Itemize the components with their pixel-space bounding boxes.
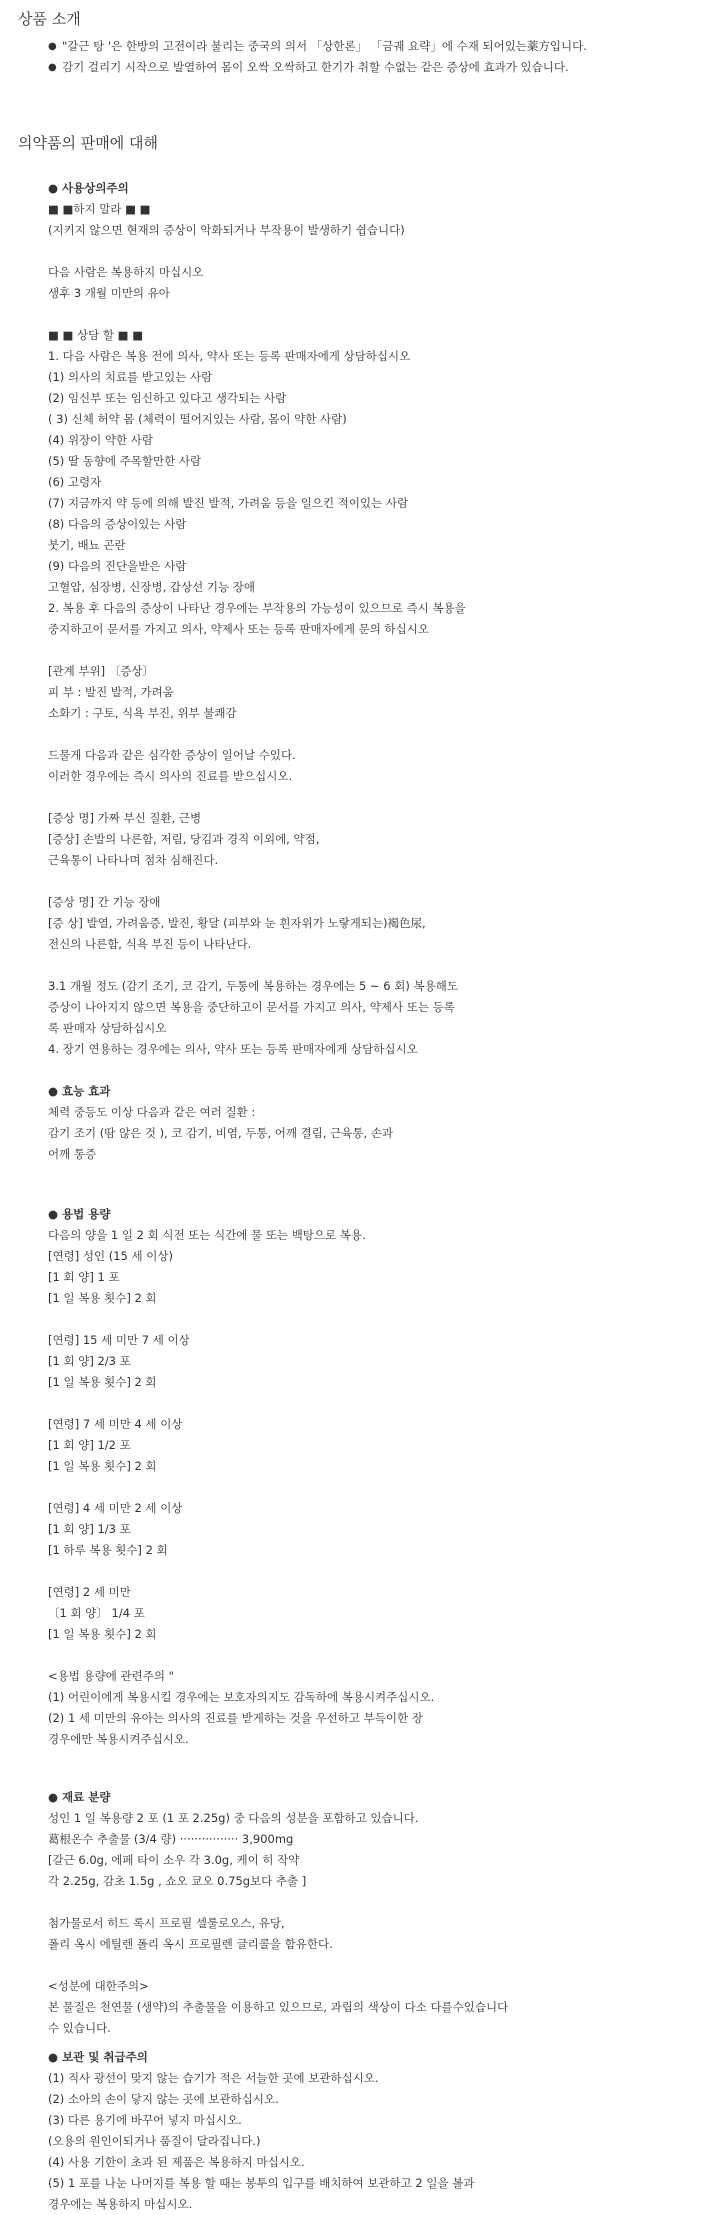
text-line: (8) 다음의 증상이있는 사람 <box>48 517 187 531</box>
text-line: [1 하루 복용 횟수] 2 회 <box>48 1543 168 1557</box>
text-line: 소화기 : 구토, 식욕 부진, 위부 불쾌감 <box>48 706 237 720</box>
text-line: [1 일 복용 횟수] 2 회 <box>48 1627 157 1641</box>
intro-item: ● 감기 걸리기 시작으로 발열하여 몸이 오싹 오싹하고 한기가 취할 수없는 같은 증상에 효과가 있습니다. <box>48 57 648 78</box>
text-line: (4) 위장이 약한 사람 <box>48 433 154 447</box>
text-line: 각 2.25g, 감초 1.5g , 쇼오 쿄오 0.75g보다 추출 ] <box>48 1874 307 1888</box>
section-title: ● 보관 및 취급주의 <box>48 2050 148 2064</box>
text-line: 붓기, 배뇨 곤란 <box>48 538 126 552</box>
blank-line <box>48 955 688 976</box>
blank-line <box>48 1955 688 1976</box>
section-body <box>48 1102 688 1165</box>
text-line: [연령] 15 세 미만 7 세 이상 <box>48 1333 190 1347</box>
text-line: (9) 다음의 진단을받은 사람 <box>48 559 187 573</box>
text-line: 피 부 : 발진 발적, 가려움 <box>48 685 174 699</box>
text-line: [1 일 복용 횟수] 2 회 <box>48 1459 157 1473</box>
text-line: (4) 사용 기한이 초과 된 제품은 복용하지 마십시오. <box>48 2155 305 2169</box>
text-line: (1) 어린이에게 복용시킬 경우에는 보호자의지도 감독하에 복용시켜주십시오. <box>48 1690 435 1704</box>
text-line: (5) 1 포를 나눈 나머지를 복용 할 때는 봉투의 입구를 배치하여 보관하고 2 일을 볼과 <box>48 2176 475 2190</box>
text-line: [증상] 손발의 나른함, 저림, 당김과 경직 이외에, 약점, <box>48 832 320 846</box>
blank-line <box>48 871 688 892</box>
section-body <box>48 1225 688 1750</box>
text-line: 〔1 회 양〕 1/4 포 <box>48 1606 145 1620</box>
dosage-section <box>48 1204 688 1750</box>
text-line: 근육통이 나타나며 점차 심해진다. <box>48 853 219 867</box>
text-line: 수 있습니다. <box>48 2021 111 2035</box>
ingredients-section <box>48 1787 688 2039</box>
text-line: (지키지 않으면 현재의 증상이 악화되거나 부작용이 발생하기 쉽습니다) <box>48 223 405 237</box>
product-intro <box>48 36 648 78</box>
text-line: 葛根온수 추출물 (3/4 량) ················ 3,900mg <box>48 1832 294 1846</box>
text-line: [1 회 양] 1/3 포 <box>48 1522 131 1536</box>
text-line: [연령] 4 세 미만 2 세 이상 <box>48 1501 183 1515</box>
blank-line <box>48 1645 688 1666</box>
blank-line <box>48 1892 688 1913</box>
section-title: ● 효능 효과 <box>48 1084 111 1098</box>
blank-line <box>48 640 688 661</box>
sale-heading: 의약품의 판매에 대해 <box>18 134 158 152</box>
intro-item: ● "갈근 탕 '은 한방의 고전이라 불리는 중국의 의서 「상한론」 「금궤 요략」에 수재 되어있는薬方입니다. <box>48 36 648 57</box>
text-line: ■ ■ 상담 할 ■ ■ <box>48 328 144 342</box>
section-body <box>48 2068 688 2215</box>
text-line: [관계 부위] 〔증상〕 <box>48 664 154 678</box>
blank-line <box>48 1393 688 1414</box>
text-line: [증 상] 발열, 가려움증, 발진, 황달 (피부와 눈 흰자위가 노랗게되는)褐色尿, <box>48 916 426 930</box>
text-line: 경우에는 복용하지 마십시오. <box>48 2197 193 2211</box>
text-line: 3.1 개월 정도 (감기 조기, 코 감기, 두통에 복용하는 경우에는 5 ~ 6 회) 복용해도 <box>48 979 458 993</box>
section-title: ● 사용상의주의 <box>48 181 129 195</box>
section-body <box>48 199 688 1060</box>
text-line: (7) 지금까지 약 등에 의해 발진 발적, 가려움 등을 일으킨 적이있는 사람 <box>48 496 409 510</box>
text-line: [증상 명] 가짜 부신 질환, 근병 <box>48 811 202 825</box>
text-line: 경우에만 복용시켜주십시오. <box>48 1732 189 1746</box>
text-line: 2. 복용 후 다음의 증상이 나타난 경우에는 부작용의 가능성이 있으므로 즉시 복용을 <box>48 601 466 615</box>
text-line: 어깨 통증 <box>48 1147 97 1161</box>
section-title: ● 용법 용량 <box>48 1207 111 1221</box>
text-line: <용법 용량에 관련주의 " <box>48 1669 174 1683</box>
text-line: 중지하고이 문서를 가지고 의사, 약제사 또는 등록 판매자에게 문의 하십시오 <box>48 622 429 636</box>
blank-line <box>48 241 688 262</box>
text-line: ( 3) 신체 허약 몸 (체력이 떨어지있는 사람, 몸이 약한 사람) <box>48 412 347 426</box>
text-line: 감기 조기 (땀 않은 것 ), 코 감기, 비염, 두통, 어깨 결림, 근육통, 손과 <box>48 1126 394 1140</box>
text-line: [증상 명] 간 기능 장애 <box>48 895 161 909</box>
text-line: 성인 1 일 복용량 2 포 (1 포 2.25g) 중 다음의 성분을 포함하고 있습니다. <box>48 1811 419 1825</box>
text-line: <성분에 대한주의> <box>48 1979 149 1993</box>
blank-line <box>48 304 688 325</box>
text-line: 고혈압, 심장병, 신장병, 갑상선 기능 장애 <box>48 580 255 594</box>
text-line: 본 물질은 천연물 (생약)의 추출물을 이용하고 있으므로, 과립의 색상이 다소 다를수있습니다 <box>48 2000 509 2014</box>
storage-section <box>48 2047 688 2215</box>
precautions-section <box>48 178 688 1060</box>
text-line: 폴리 옥시 에틸렌 폴리 옥시 프로필렌 글리콜을 함유한다. <box>48 1937 333 1951</box>
blank-line <box>48 787 688 808</box>
text-line: 이러한 경우에는 즉시 의사의 진료를 받으십시오. <box>48 769 293 783</box>
text-line: 록 판매자 상담하십시오 <box>48 1021 167 1035</box>
section-body <box>48 1808 688 2039</box>
text-line: (1) 의사의 치료를 받고있는 사람 <box>48 370 213 384</box>
section-title: ● 재료 분량 <box>48 1790 111 1804</box>
text-line: 전신의 나른함, 식욕 부진 등이 나타난다. <box>48 937 252 951</box>
text-line: 1. 다음 사람은 복용 전에 의사, 약사 또는 등록 판매자에게 상담하십시오 <box>48 349 411 363</box>
product-intro-heading: 상품 소개 <box>18 10 81 28</box>
text-line: [1 회 양] 1/2 포 <box>48 1438 131 1452</box>
text-line: 생후 3 개월 미만의 유아 <box>48 286 170 300</box>
blank-line <box>48 1561 688 1582</box>
text-line: [1 일 복용 횟수] 2 회 <box>48 1291 157 1305</box>
text-line: [연령] 7 세 미만 4 세 이상 <box>48 1417 183 1431</box>
text-line: 다음 사람은 복용하지 마십시오 <box>48 265 204 279</box>
text-line: 첨가물로서 히드 록시 프로필 셀룰로오스, 유당, <box>48 1916 285 1930</box>
blank-line <box>48 1309 688 1330</box>
text-line: (오용의 원인이되거나 품질이 달라집니다.) <box>48 2134 261 2148</box>
text-line: 증상이 나아지지 않으면 복용을 중단하고이 문서를 가지고 의사, 약제사 또는 등록 <box>48 1000 455 1014</box>
text-line: [1 일 복용 횟수] 2 회 <box>48 1375 157 1389</box>
text-line: 드물게 다음과 같은 심각한 증상이 일어날 수있다. <box>48 748 296 762</box>
efficacy-section <box>48 1081 688 1165</box>
text-line: (3) 다른 용기에 바꾸어 넣지 마십시오. <box>48 2113 242 2127</box>
blank-line <box>48 724 688 745</box>
text-line: ■ ■하지 말라 ■ ■ <box>48 202 151 216</box>
text-line: 4. 장기 연용하는 경우에는 의사, 약사 또는 등록 판매자에게 상담하십시오 <box>48 1042 418 1056</box>
text-line: [연령] 성인 (15 세 이상) <box>48 1249 173 1263</box>
text-line: [연령] 2 세 미만 <box>48 1585 131 1599</box>
text-line: [1 회 양] 1 포 <box>48 1270 120 1284</box>
blank-line <box>48 1477 688 1498</box>
text-line: (6) 고령자 <box>48 475 102 489</box>
text-line: [1 회 양] 2/3 포 <box>48 1354 131 1368</box>
text-line: 다음의 양을 1 일 2 회 식전 또는 식간에 물 또는 백탕으로 복용. <box>48 1228 366 1242</box>
text-line: (5) 딸 동향에 주목할만한 사람 <box>48 454 202 468</box>
text-line: (2) 임신부 또는 임신하고 있다고 생각되는 사람 <box>48 391 287 405</box>
text-line: (2) 소아의 손이 닿지 않는 곳에 보관하십시오. <box>48 2092 279 2106</box>
text-line: (1) 직사 광선이 맞지 않는 습기가 적은 서늘한 곳에 보관하십시오. <box>48 2071 379 2085</box>
text-line: (2) 1 세 미만의 유아는 의사의 진료를 받게하는 것을 우선하고 부득이한 장 <box>48 1711 423 1725</box>
text-line: 체력 중등도 이상 다음과 같은 여러 질환 : <box>48 1105 256 1119</box>
text-line: [갈근 6.0g, 에페 타이 소우 각 3.0g, 케이 히 작약 <box>48 1853 300 1867</box>
